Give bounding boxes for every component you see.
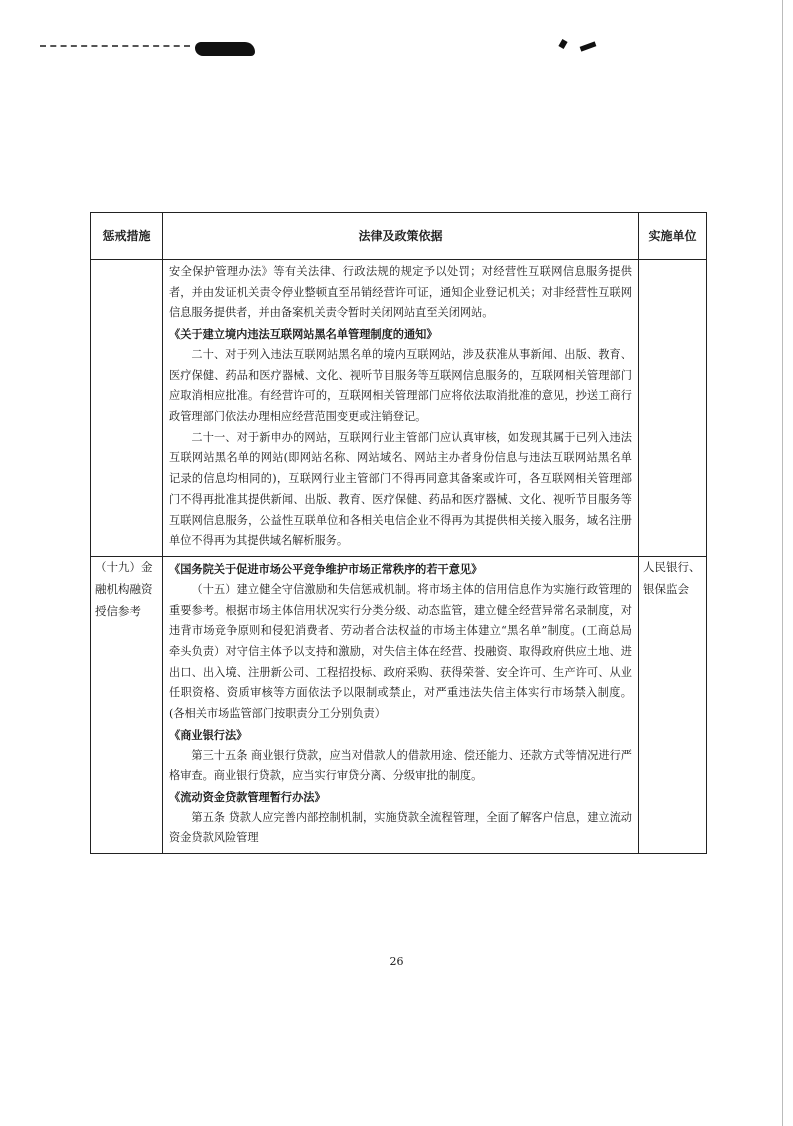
row-measure: （十九）金融机构融资授信参考: [91, 557, 163, 854]
table-header-row: [91, 213, 707, 260]
basis-paragraph: 第五条 贷款人应完善内部控制机制，实施贷款全流程管理，全面了解客户信息，建立流动资金贷款风险管理: [169, 810, 632, 845]
policy-table: [90, 212, 707, 854]
basis-paragraph: 二十、对于列入违法互联网站黑名单的境内互联网站，涉及获准从事新闻、出版、教育、医疗保健、药品和医疗器械、文化、视听节目服务等互联网信息服务的，互联网相关管理部门应取消相应批准。有经营许可的，互联网相关管理部门应将依法取消批准的意见，抄送工商行政管理部门依法办理相应经营范围变更或注销登记。: [169, 347, 632, 424]
row-unit: 人民银行、银保监会: [639, 557, 707, 854]
row-measure: [91, 260, 163, 557]
basis-paragraph: 二十一、对于新申办的网站，互联网行业主管部门应认真审核，如发现其属于已列入违法互联网站黑名单的网站(即网站名称、网站域名、网站主办者身份信息与违法互联网站黑名单记录的信息均相同的)，互联网行业主管部门不得再同意其备案或许可，各互联网相关管理部门不得再批准其提供新闻、出版、教育、医疗保健、药品和医疗器械、文化、视听节目服务等互联网信息服务，公益性互联单位和各相关电信企业不得再为其提供相关接入服务，域名注册单位不得再为其提供域名解析服务。: [169, 430, 632, 548]
regulation-title: 《国务院关于促进市场公平竞争维护市场正常秩序的若干意见》: [169, 562, 483, 577]
table-row: [91, 557, 707, 854]
basis-paragraph: 安全保护管理办法》等有关法律、行政法规的规定予以处罚；对经营性互联网信息服务提供者，并由发证机关责令停业整顿直至吊销经营许可证，通知企业登记机关；对非经营性互联网信息服务提供者，并由备案机关责令暂时关闭网站直至关闭网站。: [169, 265, 632, 320]
header-unit: 实施单位: [639, 213, 707, 260]
row-unit: [639, 260, 707, 557]
scan-artifact-dash: [40, 45, 190, 47]
table-row: [91, 260, 707, 557]
regulation-title: 《商业银行法》: [169, 727, 248, 742]
scan-artifact-blot: [195, 42, 255, 56]
header-basis: 法律及政策依据: [163, 213, 639, 260]
scan-artifact-mark: [558, 39, 567, 49]
regulation-title: 《关于建立境内违法互联网站黑名单管理制度的通知》: [169, 327, 438, 342]
scan-artifact-mark: [580, 41, 597, 51]
page-number: 26: [389, 955, 404, 968]
row-basis: [163, 260, 639, 557]
basis-paragraph: 第三十五条 商业银行贷款，应当对借款人的借款用途、偿还能力、还款方式等情况进行严格审查。商业银行贷款，应当实行审贷分离、分级审批的制度。: [169, 748, 632, 783]
regulation-title: 《流动资金贷款管理暂行办法》: [169, 789, 326, 804]
row-basis: [163, 557, 639, 854]
basis-paragraph: （十五）建立健全守信激励和失信惩戒机制。将市场主体的信用信息作为实施行政管理的重要参考。根据市场主体信用状况实行分类分级、动态监管，建立健全经营异常名录制度，对违背市场竞争原则和侵犯消费者、劳动者合法权益的市场主体建立“黑名单”制度。(工商总局牵头负责）对守信主体予以支持和激励，对失信主体在经营、投融资、取得政府供应土地、进出口、出入境、注册新公司、工程招投标、政府采购、获得荣誉、安全许可、生产许可、从业任职资格、资质审核等方面依法予以限制或禁止，对严重违法失信主体实行市场禁入制度。(各相关市场监管部门按职责分工分别负责）: [169, 582, 632, 721]
header-measure: 惩戒措施: [91, 213, 163, 260]
